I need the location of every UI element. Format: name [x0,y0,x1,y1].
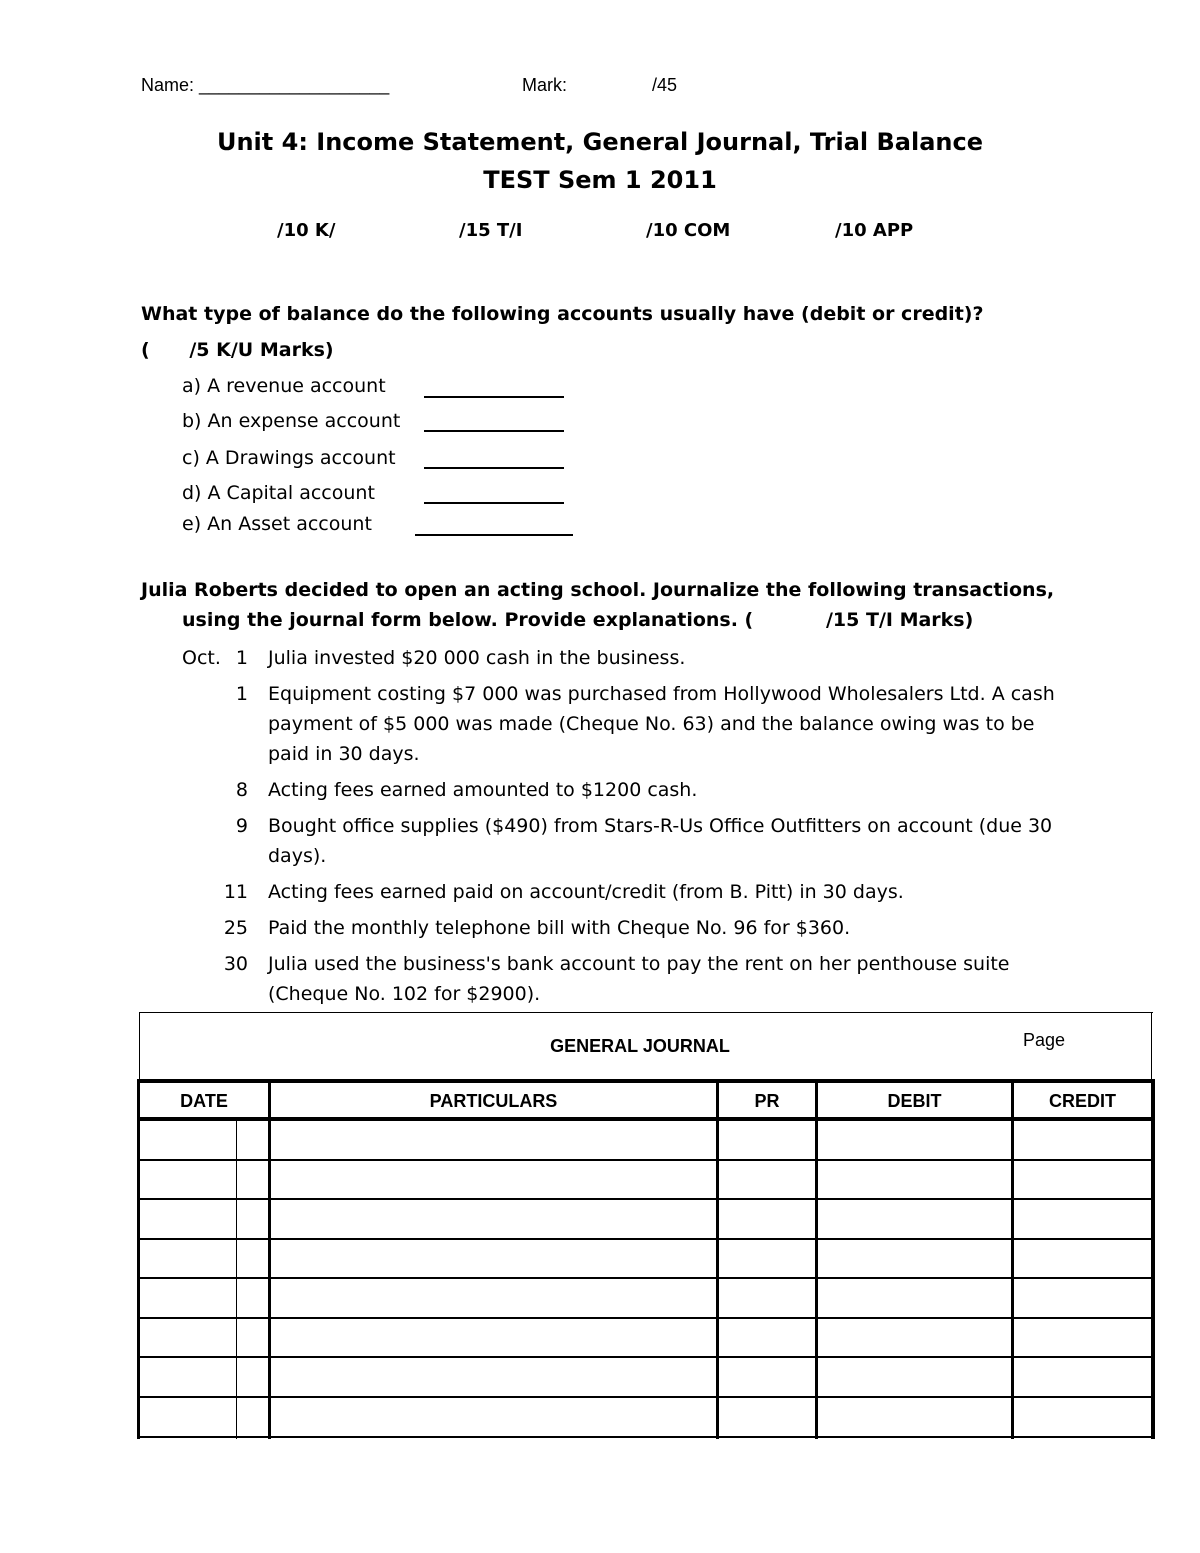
date-month-cell[interactable] [140,1398,236,1436]
transaction-text: Julia invested $20 000 cash in the business. [268,647,686,669]
debit-cell[interactable] [818,1319,1011,1357]
particulars-cell[interactable] [271,1121,716,1159]
marks-thinking: /15 T/I [459,220,523,241]
page-title: Unit 4: Income Statement, General Journal, Trial Balance [216,128,984,156]
credit-cell[interactable] [1014,1279,1151,1317]
date-month-cell[interactable] [140,1240,236,1278]
date-month-cell[interactable] [140,1161,236,1199]
pr-cell[interactable] [719,1279,815,1317]
date-month-cell[interactable] [140,1121,236,1159]
date-day-cell[interactable] [237,1319,268,1357]
question1-item-e: e) An Asset account [182,513,372,535]
debit-cell[interactable] [818,1398,1011,1436]
question1-prompt: What type of balance do the following accounts usually have (debit or credit)? [141,303,984,325]
transaction-day: 1 [235,683,248,705]
question1-item-d: d) A Capital account [182,482,375,504]
pr-cell[interactable] [719,1240,815,1278]
transaction-month: Oct. [182,647,221,669]
marks-communication: /10 COM [646,220,731,241]
pr-cell[interactable] [719,1200,815,1238]
date-month-cell[interactable] [140,1200,236,1238]
column-header-date: DATE [180,1091,228,1111]
question1-item-a: a) A revenue account [182,375,386,397]
credit-cell[interactable] [1014,1319,1151,1357]
name-field-label: Name: ___________________ [141,75,390,95]
date-day-cell[interactable] [237,1161,268,1199]
particulars-cell[interactable] [271,1200,716,1238]
particulars-cell[interactable] [271,1279,716,1317]
transaction-day: 9 [235,815,248,837]
debit-cell[interactable] [818,1200,1011,1238]
mark-label: Mark: [522,75,567,95]
credit-cell[interactable] [1014,1398,1151,1436]
pr-cell[interactable] [719,1398,815,1436]
date-day-cell[interactable] [237,1398,268,1436]
credit-cell[interactable] [1014,1161,1151,1199]
question2-prompt-line1: Julia Roberts decided to open an acting school. Journalize the following transactions, [141,579,1055,601]
particulars-cell[interactable] [271,1398,716,1436]
transaction-day: 8 [235,779,248,801]
particulars-cell[interactable] [271,1319,716,1357]
transaction-day: 30 [223,953,248,975]
transaction-text: Acting fees earned paid on account/credit (from B. Pitt) in 30 days. [268,881,904,903]
transaction-day: 1 [235,647,248,669]
particulars-cell[interactable] [271,1358,716,1396]
column-header-pr: PR [754,1091,780,1111]
transaction-text: Julia used the business's bank account to pay the rent on her penthouse suite (Cheque No. 102 for $2900). [268,953,1010,1005]
debit-cell[interactable] [818,1279,1011,1317]
pr-cell[interactable] [719,1121,815,1159]
column-header-debit: DEBIT [887,1091,942,1111]
column-header-credit: CREDIT [1049,1091,1116,1111]
particulars-cell[interactable] [271,1161,716,1199]
pr-cell[interactable] [719,1319,815,1357]
journal-title: GENERAL JOURNAL [550,1036,730,1056]
question1-marks: ( /5 K/U Marks) [141,339,334,361]
credit-cell[interactable] [1014,1358,1151,1396]
debit-cell[interactable] [818,1161,1011,1199]
question2-prompt-line2: using the journal form below. Provide explanations. ( /15 T/I Marks) [182,609,974,631]
date-day-cell[interactable] [237,1121,268,1159]
date-day-cell[interactable] [237,1358,268,1396]
transaction-text: Paid the monthly telephone bill with Cheque No. 96 for $360. [268,917,851,939]
transaction-text: Acting fees earned amounted to $1200 cash. [268,779,698,801]
debit-cell[interactable] [818,1240,1011,1278]
transaction-day: 11 [223,881,248,903]
pr-cell[interactable] [719,1358,815,1396]
date-day-cell[interactable] [237,1200,268,1238]
date-day-cell[interactable] [237,1279,268,1317]
date-month-cell[interactable] [140,1279,236,1317]
journal-page-label: Page [1023,1030,1066,1050]
transaction-text: Equipment costing $7 000 was purchased from Hollywood Wholesalers Ltd. A cash payment of $5 000 was made (Cheque No. 63) and the balance owing was to be paid in 30 days. [268,683,1055,765]
credit-cell[interactable] [1014,1200,1151,1238]
date-day-cell[interactable] [237,1240,268,1278]
credit-cell[interactable] [1014,1121,1151,1159]
date-month-cell[interactable] [140,1319,236,1357]
mark-total: /45 [652,75,678,95]
marks-application: /10 APP [835,220,914,241]
date-month-cell[interactable] [140,1358,236,1396]
pr-cell[interactable] [719,1161,815,1199]
marks-knowledge: /10 K/ [277,220,336,241]
page-subtitle: TEST Sem 1 2011 [483,166,717,194]
question1-item-b: b) An expense account [182,410,401,432]
transaction-text: Bought office supplies ($490) from Stars-R-Us Office Outfitters on account (due 30 days). [268,815,1053,867]
column-header-particulars: PARTICULARS [429,1091,558,1111]
transaction-day: 25 [223,917,248,939]
debit-cell[interactable] [818,1358,1011,1396]
particulars-cell[interactable] [271,1240,716,1278]
credit-cell[interactable] [1014,1240,1151,1278]
question1-item-c: c) A Drawings account [182,447,396,469]
debit-cell[interactable] [818,1121,1011,1159]
